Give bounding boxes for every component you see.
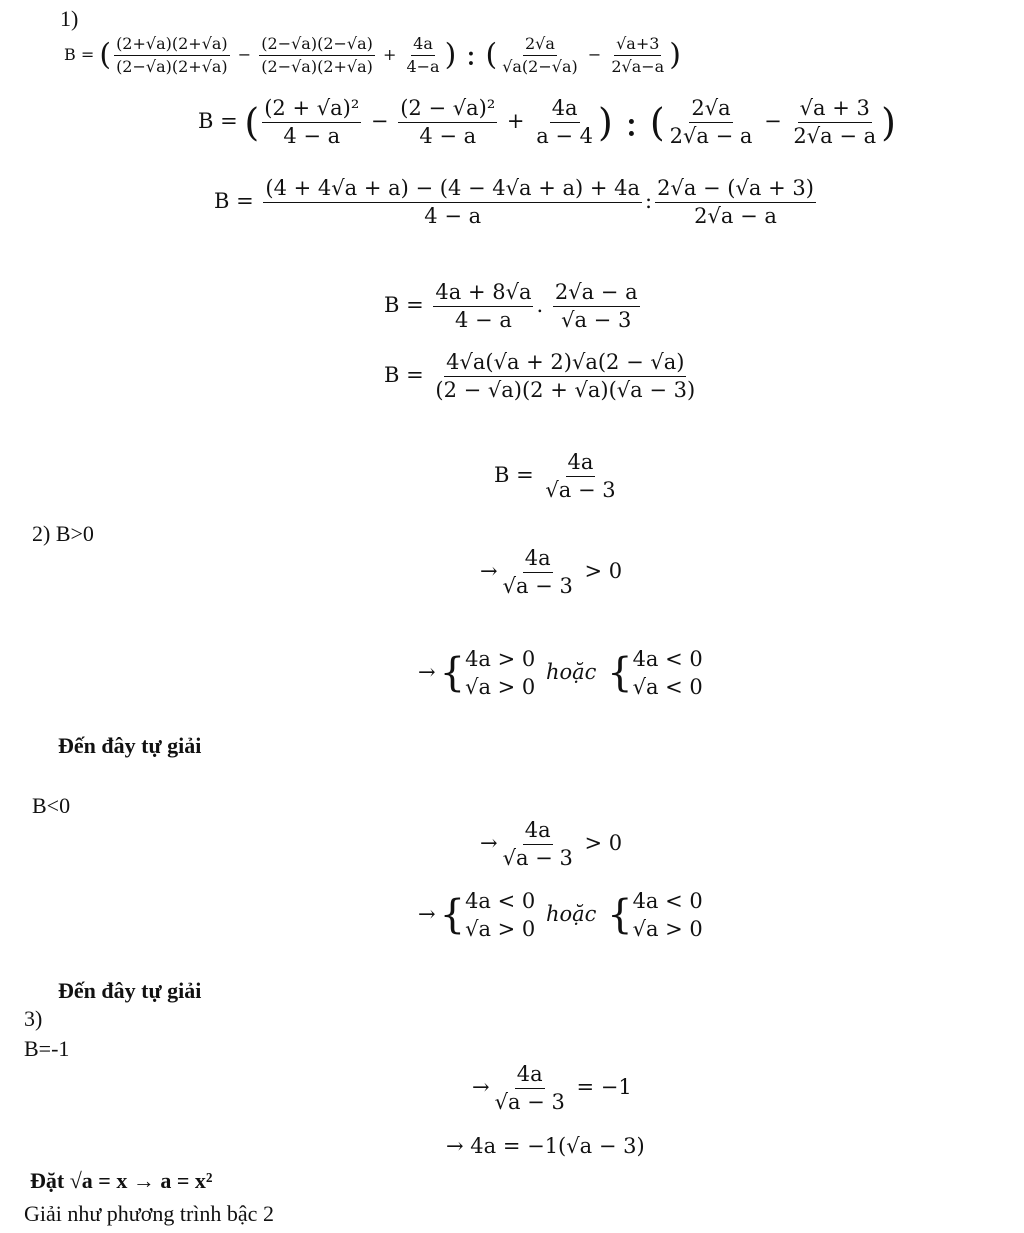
or-word: hoặc bbox=[545, 659, 597, 684]
fraction: $\frac{(2+√a)(2+√a)}{(2-√a)(2+√a)}$ bbox=[116, 34, 228, 76]
part3-label: 3) bbox=[24, 1006, 43, 1031]
system-row: √a > 0 bbox=[632, 917, 703, 942]
part1-line3 bbox=[214, 178, 819, 227]
paren-close: ) bbox=[881, 100, 896, 145]
system-row: 4a < 0 bbox=[632, 889, 703, 913]
arrow-icon: → bbox=[418, 659, 436, 684]
lhs: B = bbox=[494, 463, 534, 487]
system-1 bbox=[440, 645, 536, 702]
fraction: $\frac{4a}{√a - 3}$ bbox=[502, 546, 573, 598]
lhs: B = bbox=[384, 293, 424, 317]
paren-open: ( bbox=[244, 100, 260, 145]
divide-operator: ) : ( bbox=[444, 37, 498, 73]
fraction: $\frac{√a+3}{2√a-a}$ bbox=[611, 34, 665, 76]
part3-eq1 bbox=[472, 1064, 632, 1113]
paren-open: ( bbox=[99, 37, 112, 73]
fraction: $\frac{2√a}{√a(2-√a)}$ bbox=[502, 34, 578, 76]
fraction: $\frac{2√a - a}{√a - 3}$ bbox=[554, 280, 638, 332]
fraction: $\frac{4a}{√a - 3}$ bbox=[502, 818, 573, 870]
lhs: B = bbox=[384, 363, 424, 387]
fraction: $\frac{4a}{4-a}$ bbox=[406, 34, 440, 76]
fraction: $\frac{4a + 8√a}{4 - a}$ bbox=[435, 280, 532, 332]
system-2 bbox=[607, 645, 703, 702]
fraction: $\frac{(2-√a)(2-√a)}{(2-√a)(2+√a)}$ bbox=[261, 34, 373, 76]
part3-eq2: → 4a = −1(√a − 3) bbox=[446, 1134, 645, 1158]
fraction: $\frac{4√a(√a + 2)√a(2 - √a)}{(2 - √a)(2 + √a)(√a - 3)}$ bbox=[435, 350, 696, 402]
fraction: $\frac{2√a}{2√a - a}$ bbox=[669, 96, 753, 148]
part2-note2: Đến đây tự giải bbox=[58, 978, 202, 1003]
system-row: √a > 0 bbox=[465, 675, 536, 700]
system-row: 4a > 0 bbox=[465, 647, 536, 671]
part1-line4 bbox=[384, 282, 643, 331]
arrow-icon: → bbox=[480, 831, 498, 855]
left-brace-icon: { bbox=[607, 650, 633, 697]
minus-operator: − bbox=[237, 45, 252, 64]
part3-substitution: Đặt √a = x → a = x² bbox=[30, 1168, 213, 1193]
left-brace-icon: { bbox=[439, 650, 466, 697]
part1-label: 1) bbox=[60, 6, 79, 31]
part2-label-b: B<0 bbox=[32, 793, 71, 818]
fraction: $\frac{\text{(2 + √a)²}}{4 - a}$ bbox=[264, 96, 360, 148]
relation: > 0 bbox=[584, 831, 623, 855]
fraction: $\frac{2√a - (√a + 3)}{2√a - a}$ bbox=[657, 176, 814, 228]
plus-operator: + bbox=[506, 109, 525, 133]
fraction: $\frac{\text{(2 − √a)²}}{4 - a}$ bbox=[400, 96, 496, 148]
paren-close: ) bbox=[669, 37, 681, 73]
part2-note: Đến đây tự giải bbox=[58, 733, 202, 758]
system-row: √a < 0 bbox=[632, 675, 703, 700]
plus-operator: + bbox=[382, 45, 397, 64]
divide-operator: ) : ( bbox=[598, 100, 665, 145]
part3-final: Giải như phương trình bậc 2 bbox=[24, 1201, 274, 1226]
part1-line1 bbox=[64, 36, 681, 75]
system-2 bbox=[607, 887, 703, 944]
relation: = −1 bbox=[576, 1075, 632, 1099]
system-row: 4a < 0 bbox=[465, 889, 536, 913]
minus-operator: − bbox=[370, 109, 389, 133]
or-word: hoặc bbox=[545, 901, 597, 926]
minus-operator: − bbox=[764, 109, 782, 133]
part2-eq3 bbox=[480, 820, 622, 869]
arrow-icon: → bbox=[472, 1075, 490, 1099]
relation: > 0 bbox=[584, 559, 623, 583]
multiply-operator: . bbox=[536, 293, 544, 317]
fraction: $\frac{(4 + 4√a + a) - (4 - 4√a + a) + 4a}{4 - a}$ bbox=[265, 176, 641, 228]
system-row: 4a < 0 bbox=[632, 647, 703, 671]
lhs: B = bbox=[198, 109, 238, 133]
system-row: √a > 0 bbox=[465, 917, 536, 942]
part2-label: 2) B>0 bbox=[32, 521, 94, 546]
divide-operator: : bbox=[645, 189, 653, 213]
arrow-icon: → bbox=[480, 559, 498, 583]
part3-condition: B=-1 bbox=[24, 1036, 70, 1061]
part2-eq1 bbox=[480, 548, 622, 597]
part1-line2 bbox=[198, 98, 896, 147]
left-brace-icon: { bbox=[439, 892, 466, 939]
left-brace-icon: { bbox=[607, 892, 633, 939]
lhs: B = bbox=[214, 189, 254, 213]
fraction: $\frac{√a + 3}{2√a - a}$ bbox=[793, 96, 877, 148]
minus-operator: − bbox=[587, 45, 602, 64]
part2-eq2 bbox=[418, 645, 707, 702]
fraction: $\frac{4a}{√a - 3}$ bbox=[494, 1062, 565, 1114]
part2-eq4 bbox=[418, 887, 707, 944]
system-1 bbox=[440, 887, 536, 944]
fraction: $\frac{4a}{a - 4}$ bbox=[536, 96, 594, 148]
lhs: B = bbox=[64, 45, 95, 64]
fraction: $\frac{4a}{√a - 3}$ bbox=[545, 450, 616, 502]
arrow-icon: → bbox=[418, 901, 436, 926]
part1-line6 bbox=[494, 452, 621, 501]
part1-line5 bbox=[384, 352, 700, 401]
